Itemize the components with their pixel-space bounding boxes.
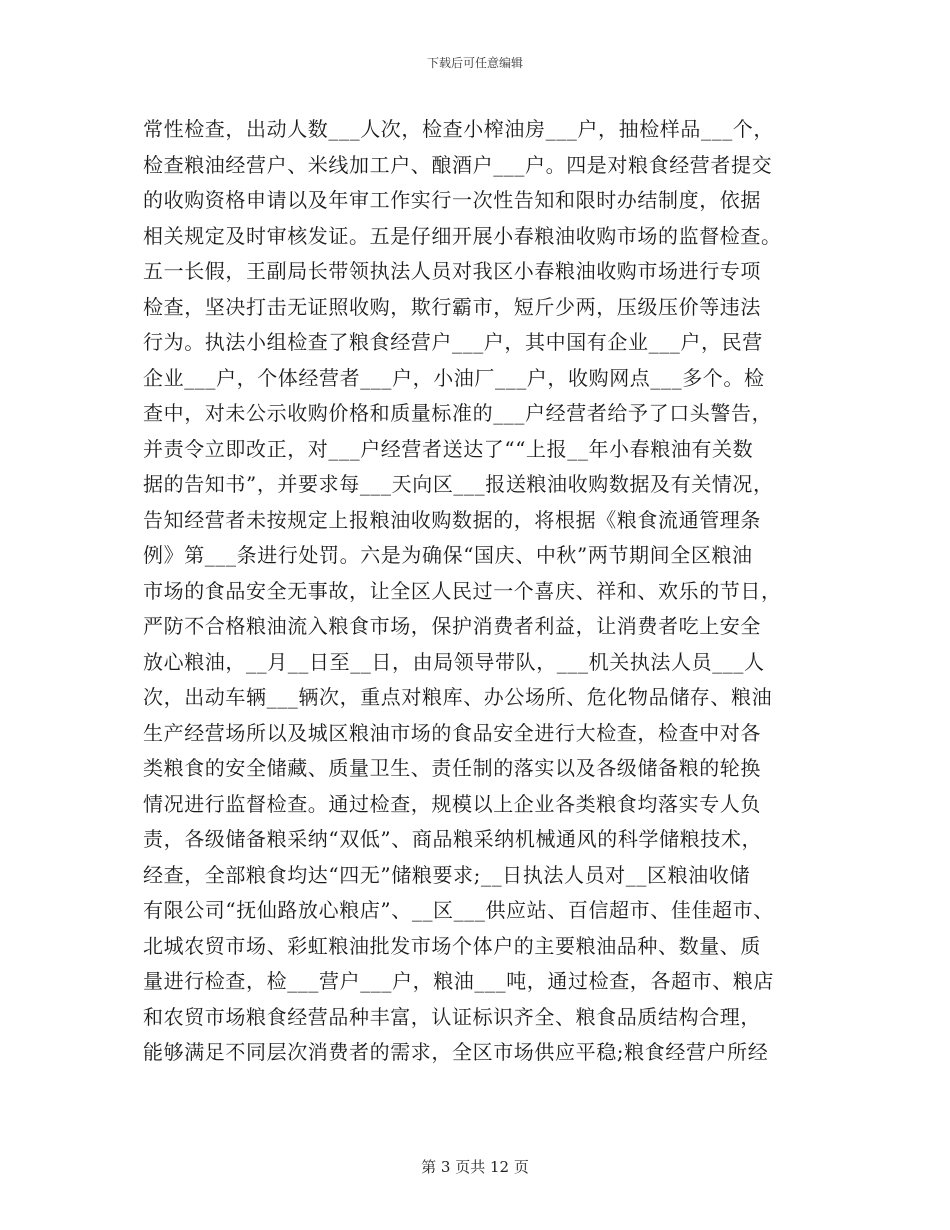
- text-line-11: 据的告知书”，并要求每___天向区___报送粮油收购数据及有关情况，: [143, 472, 774, 496]
- text-line-3: 的收购资格申请以及年审工作实行一次性告知和限时办结制度，依据: [143, 188, 761, 212]
- text-line-20: 情况进行监督检查。通过检查，规模以上企业各类粮食均落实专人负: [143, 791, 761, 816]
- text-line-9: 查中，对未公示收购价格和质量标准的___户经营者给予了口头警告，: [143, 401, 773, 425]
- text-line-6: 检查，坚决打击无证照收购，欺行霸市，短斤少两，压级压价等违法: [143, 294, 761, 319]
- text-line-2: 检查粮油经营户、米线加工户、酿酒户___户。四是对粮食经营者提交: [143, 152, 773, 177]
- text-line-18: 生产经营场所以及城区粮油市场的食品安全进行大检查，检查中对各: [143, 720, 761, 745]
- text-line-14: 市场的食品安全无事故，让全区人民过一个喜庆、祥和、欢乐的节日，: [143, 578, 782, 603]
- text-line-5: 五一长假，王副局长带领执法人员对我区小春粮油收购市场进行专项: [143, 259, 761, 283]
- document-body: [143, 112, 823, 1071]
- text-line-17: 次，出动车辆___辆次，重点对粮库、办公场所、危化物品储存、粮油: [143, 685, 773, 709]
- text-line-24: 北城农贸市场、彩虹粮油批发市场个体户的主要粮油品种、数量、质: [143, 933, 761, 958]
- text-line-25: 量进行检查，检___营户___户，粮油___吨，通过检查，各超市、粮店: [143, 969, 774, 993]
- text-line-19: 类粮食的安全储藏、质量卫生、责任制的落实以及各级储备粮的轮换: [143, 756, 761, 780]
- text-line-10: 并责令立即改正，对___户经营者送达了““上报__年小春粮油有关数: [143, 436, 754, 461]
- text-line-27: 能够满足不同层次消费者的需求，全区市场供应平稳;粮食经营户所经: [143, 1040, 769, 1064]
- text-line-7: 行为。执法小组检查了粮食经营户___户，其中国有企业___户，民营: [143, 330, 763, 354]
- text-line-23: 有限公司“抚仙路放心粮店”、__区___供应站、百信超市、佳佳超市、: [143, 898, 774, 922]
- text-line-21: 责，各级储备粮采纳“双低”、商品粮采纳机械通风的科学储粮技术，: [143, 827, 763, 851]
- page-number-footer: 第 3 页共 12 页: [421, 1158, 529, 1176]
- text-line-1: 常性检查，出动人数___人次，检查小榨油房___户，抽检样品___个，: [143, 117, 774, 141]
- text-line-16: 放心粮油，__月__日至__日，由局领导带队，___机关执法人员___人: [143, 649, 765, 674]
- text-line-8: 企业___户，个体经营者___户，小油厂___户，收购网点___多个。检: [143, 365, 765, 390]
- text-line-4: 相关规定及时审核发证。五是仔细开展小春粮油收购市场的监督检查。: [143, 223, 782, 248]
- text-line-15: 严防不合格粮油流入粮食市场，保护消费者利益，让消费者吃上安全: [143, 614, 761, 638]
- text-line-26: 和农贸市场粮食经营品种丰富，认证标识齐全、粮食品质结构合理，: [143, 1004, 761, 1029]
- text-line-22: 经查，全部粮食均达“四无”储粮要求;__日执法人员对__区粮油收储: [143, 862, 750, 887]
- page-header: 下载后可任意编辑: [426, 56, 523, 70]
- text-line-12: 告知经营者未按规定上报粮油收购数据的，将根据《粮食流通管理条: [143, 507, 761, 532]
- text-line-13: 例》第___条进行处罚。六是为确保“国庆、中秋”两节期间全区粮油: [143, 543, 753, 567]
